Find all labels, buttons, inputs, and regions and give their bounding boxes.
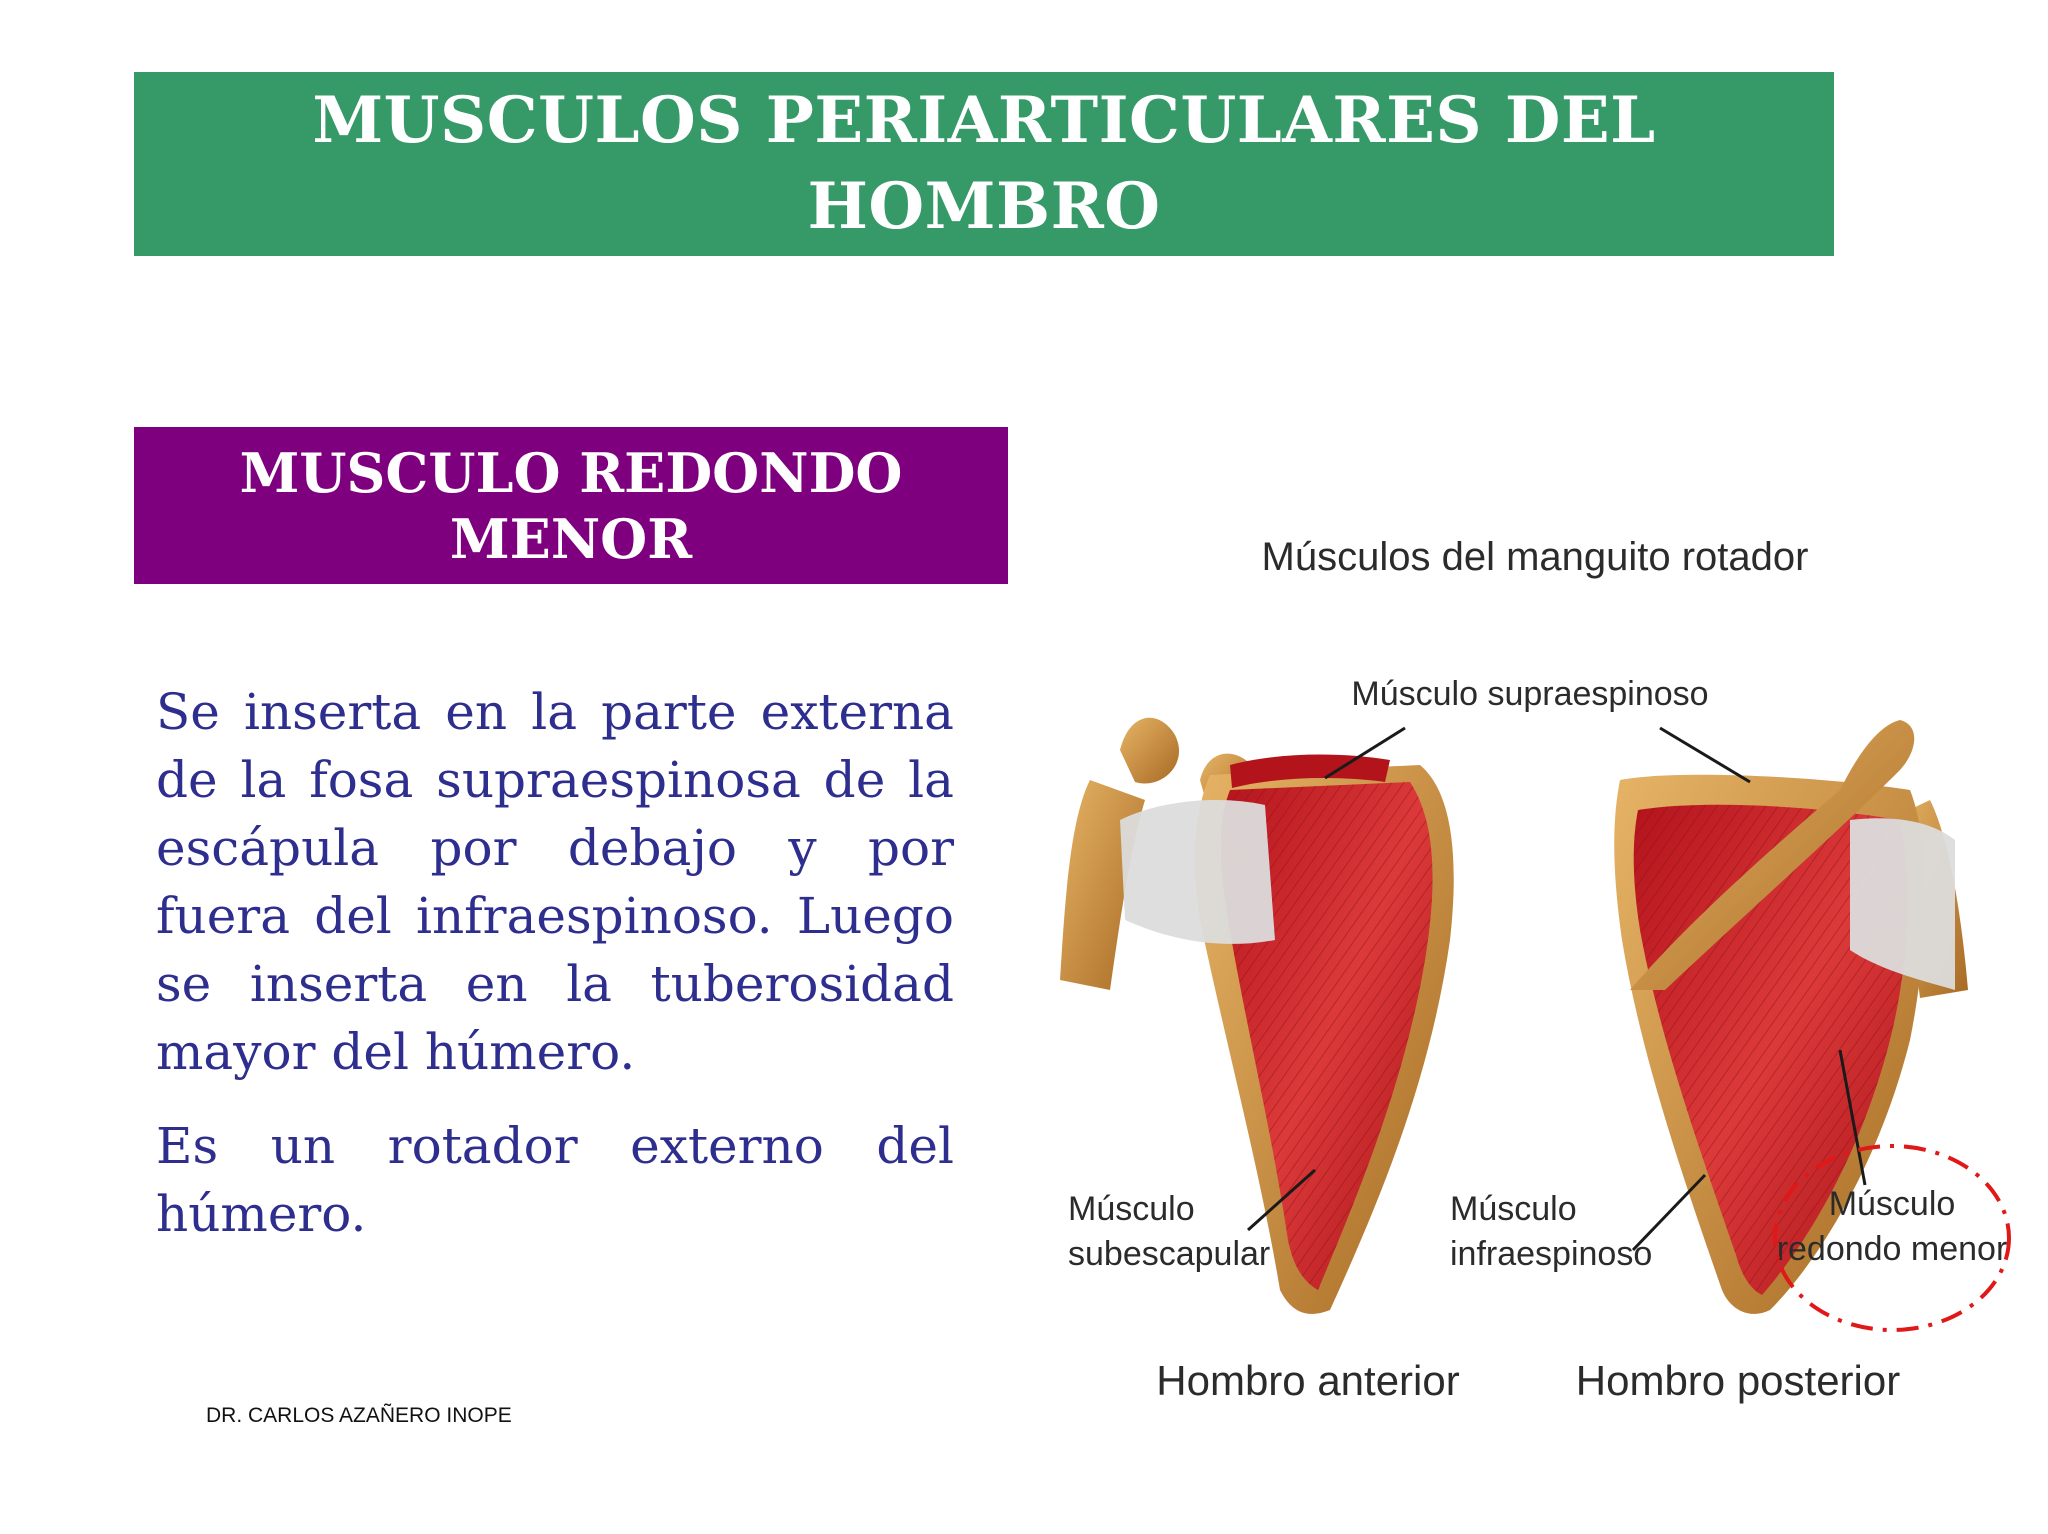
paragraph-insertion: Se inserta en la parte externa de la fosa supraespinosa de la escápula por debajo y por fuera del infraespinoso. Luego se inserta en la tuberosidad mayor del húmero. <box>156 683 954 1081</box>
label-infraespinoso-line2: infraespinoso <box>1450 1235 1653 1273</box>
figure-title: Músculos del manguito rotador <box>1261 535 1809 579</box>
caption-anterior: Hombro anterior <box>1156 1357 1460 1404</box>
rotator-cuff-illustration <box>1050 520 2020 1440</box>
slide-title: MUSCULOS PERIARTICULARES DEL HOMBRO <box>312 83 1656 244</box>
label-infraespinoso-line1: Músculo <box>1450 1190 1577 1228</box>
paragraph-function: Es un rotador externo del húmero. <box>156 1117 954 1243</box>
label-supraespinoso: Músculo supraespinoso <box>1351 675 1709 713</box>
caption-posterior: Hombro posterior <box>1575 1357 1901 1404</box>
label-subescapular-line1: Músculo <box>1068 1190 1195 1228</box>
body-text <box>156 678 954 1274</box>
author-footer: DR. CARLOS AZAÑERO INOPE <box>206 1404 512 1427</box>
subtitle-banner <box>134 427 1008 584</box>
slide-subtitle: MUSCULO REDONDO MENOR <box>239 440 903 571</box>
label-redondo-line2: redondo menor <box>1776 1230 2008 1268</box>
title-banner <box>134 72 1834 256</box>
label-redondo-line1: Músculo <box>1828 1185 1956 1223</box>
posterior-shoulder-illustration <box>1614 720 1968 1314</box>
label-subescapular-line2: subescapular <box>1068 1235 1271 1273</box>
